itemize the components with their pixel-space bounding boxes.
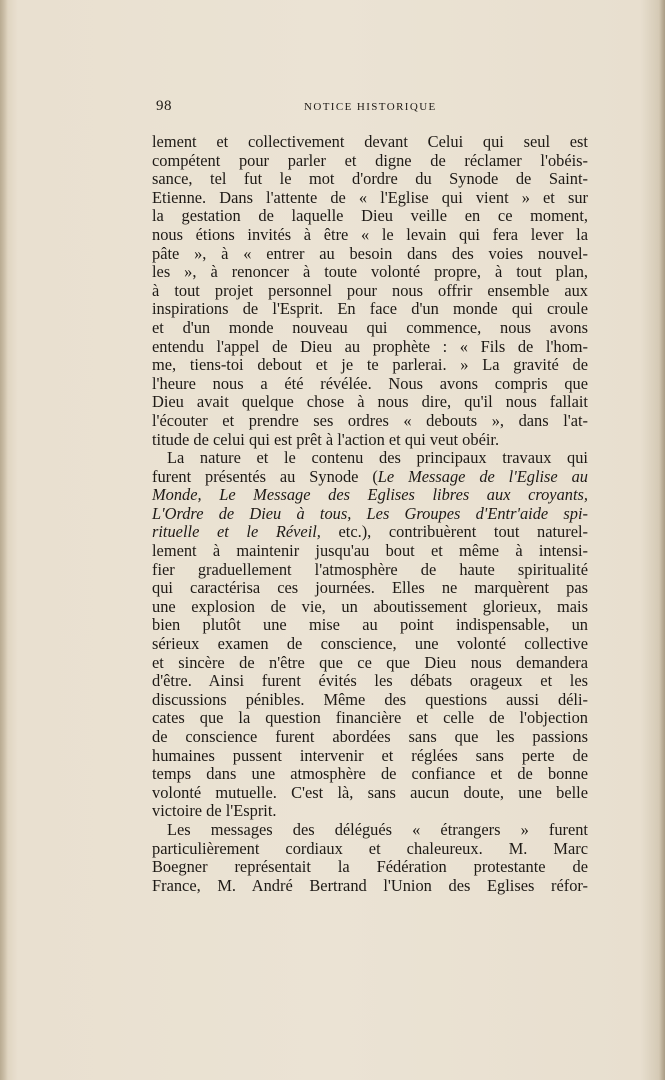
text-line: une explosion de vie, un aboutissement glorieux, mais: [152, 596, 588, 616]
text-line: les », à renoncer à toute volonté propre, à tout plan,: [152, 262, 588, 282]
text-line: volonté mutuelle. C'est là, sans aucun doute, une belle: [152, 782, 588, 802]
text-line: victoire de l'Esprit.: [152, 801, 277, 821]
page-header: [156, 98, 588, 118]
text-line: la gestation de laquelle Dieu veille en ce moment,: [152, 206, 588, 226]
text-line: inspirations de l'Esprit. En face d'un monde qui croule: [152, 299, 588, 319]
page-shadow-right: [659, 0, 665, 1080]
text-line: de conscience furent abordées sans que les passions: [152, 727, 588, 746]
text-line: fier graduellement l'atmosphère de haute spiritualité: [152, 559, 588, 579]
text-line: discussions pénibles. Même des questions aussi déli-: [152, 689, 588, 709]
text-line: La nature et le contenu des principaux travaux qui: [167, 448, 588, 468]
text-line: et d'un monde nouveau qui commence, nous avons: [152, 317, 588, 337]
text-line: Dieu avait quelque chose à nous dire, qu'il nous fallait: [152, 392, 588, 412]
text-line: sérieux examen de conscience, une volonté collective: [152, 634, 588, 654]
page-shadow-left: [0, 0, 8, 1080]
text-line: rituelle et le Réveil, etc.), contribuèrent tout naturel-: [152, 522, 588, 542]
text-line: cates que la question financière et celle de l'objection: [152, 708, 588, 728]
text-line: sance, tel fut le mot d'ordre du Synode de Saint-: [152, 169, 588, 189]
text-line: bien plutôt une mise au point indispensable, un: [152, 615, 588, 635]
running-head: NOTICE HISTORIQUE: [304, 101, 437, 113]
text-line: lement et collectivement devant Celui qui seul est: [152, 132, 588, 151]
text-line: entendu l'appel de Dieu au prophète : « Fils de l'hom-: [152, 336, 588, 356]
text-line: Monde, Le Message des Eglises libres aux croyants,: [152, 485, 588, 505]
text-line: titude de celui qui est prêt à l'action et qui veut obéir.: [152, 429, 500, 449]
text-line: nous étions invités à être « le levain qui fera lever la: [152, 224, 588, 244]
text-line: et sincère de n'être que ce que Dieu nous demandera: [152, 652, 588, 672]
text-line: d'être. Ainsi furent évités les débats orageux et les: [152, 671, 588, 691]
text-line: furent présentés au Synode (Le Message de l'Eglise au: [152, 466, 588, 486]
text-line: Boegner représentait la Fédération protestante de: [152, 857, 588, 877]
text-line: qui caractérisa ces journées. Elles ne marquèrent pas: [152, 578, 588, 598]
text-line: me, tiens-toi debout et je te parlerai. » La gravité de: [152, 355, 588, 375]
text-line: L'Ordre de Dieu à tous, Les Groupes d'Entr'aide spi-: [152, 503, 588, 523]
body-text: [152, 133, 588, 895]
text-line: l'heure nous a été révélée. Nous avons compris que: [152, 373, 588, 393]
text-line: lement à maintenir jusqu'au bout et même à intensi-: [152, 541, 588, 561]
text-line: compétent pour parler et digne de réclamer l'obéis-: [152, 150, 588, 170]
text-line: à tout projet personnel pour nous offrir ensemble aux: [152, 280, 588, 300]
text-line: France, M. André Bertrand l'Union des Eglises réfor-: [152, 875, 588, 895]
text-line: pâte », à « entrer au besoin dans des voies nouvel-: [152, 243, 588, 263]
page-number: 98: [156, 98, 172, 114]
text-line: l'écouter et prendre ses ordres « debouts », dans l'at-: [152, 410, 588, 430]
text-line: humaines pussent intervenir et réglées sans perte de: [152, 745, 588, 765]
text-line: particulièrement cordiaux et chaleureux. M. Marc: [152, 838, 588, 858]
text-line: temps dans une atmosphère de confiance et de bonne: [152, 764, 588, 784]
text-line: Les messages des délégués « étrangers » furent: [167, 819, 588, 839]
text-line: Etienne. Dans l'attente de « l'Eglise qui vient » et sur: [152, 187, 588, 207]
